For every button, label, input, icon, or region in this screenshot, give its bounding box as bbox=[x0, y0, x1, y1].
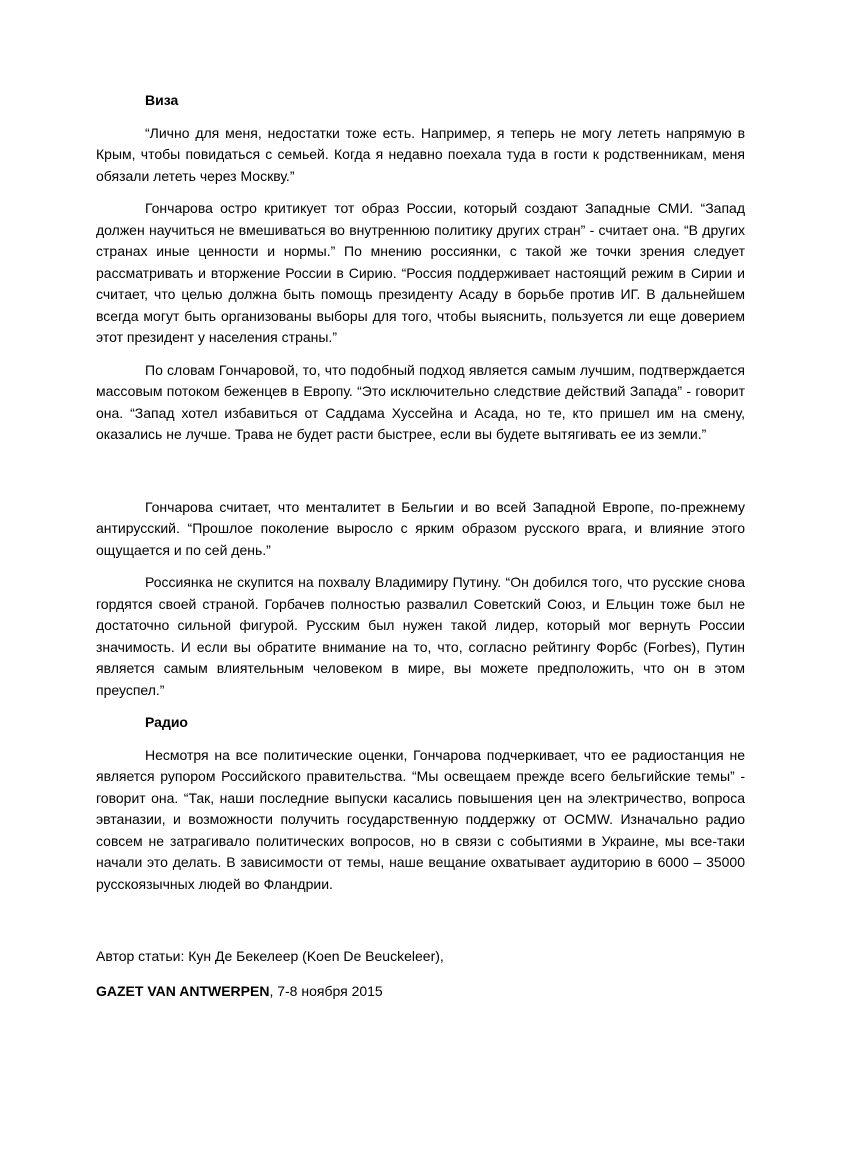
paragraph-visa-2: Гончарова остро критикует тот образ России, который создают Западные СМИ. “Запад должен научиться не вмешиваться во внутреннюю политику других стран” - считает она. “В других странах иные ценности и нормы.” По мнению россиянки, с такой же точки зрения следует рассматривать и вторжение России в Сирию. “Россия поддерживает настоящий режим в Сирии и считает, что целью должна быть помощь президенту Асаду в борьбе против ИГ. В дальнейшем всегда могут быть организованы выборы для того, чтобы выяснить, пользуется ли еще доверием этот президент у населения страны.” bbox=[96, 200, 745, 345]
source-date: , 7-8 ноября 2015 bbox=[269, 982, 383, 999]
paragraph-putin: Россиянка не скупится на похвалу Владимиру Путину. “Он добился того, что русские снова гордятся своей страной. Горбачев полностью развалил Советский Союз, и Ельцин тоже был не достаточно сильной фигурой. Русским был нужен такой лидер, который мог вернуть России значимость. И если вы обратите внимание на то, что, согласно рейтингу Форбс (Forbes), Путин является самым влиятельным человеком в мире, вы можете предположить, что он в этом преуспел.” bbox=[96, 574, 745, 698]
paragraph-visa-1: “Лично для меня, недостатки тоже есть. Например, я теперь не могу лететь напрямую в Крым, чтобы повидаться с семьей. Когда я недавно поехала туда в гости к родственникам, меня обязали лететь через Москву.” bbox=[96, 124, 745, 184]
section-heading-radio: Радио bbox=[145, 714, 188, 730]
paragraph-radio: Несмотря на все политические оценки, Гончарова подчеркивает, что ее радиостанция не является рупором Российского правительства. “Мы освещаем прежде всего бельгийские темы” - говорит она. “Так, наши последние выпуски касались повышения цен на электричество, вопроса эвтаназии, и возможности получить государственную поддержку от OCMW. Изначально радио совсем не затрагивало политических вопросов, но в связи с событиями в Украине, мы все-таки начали это делать. В зависимости от темы, наше вещание охватывает аудиторию в 6000 – 35000 русскоязычных людей во Фландрии. bbox=[96, 746, 745, 892]
paragraph-mentality: Гончарова считает, что менталитет в Бельгии и во всей Западной Европе, по-прежнему антирусский. “Прошлое поколение выросло с ярким образом русского врага, и влияние этого ощущается и по сей день.” bbox=[96, 498, 745, 558]
section-gap bbox=[96, 457, 745, 497]
source-name: GAZET VAN ANTWERPEN bbox=[96, 982, 270, 999]
footer-gap bbox=[96, 906, 745, 946]
section-heading-visa: Виза bbox=[145, 92, 179, 108]
paragraph-visa-3: По словам Гончаровой, то, что подобный подход является самым лучшим, подтверждается массовым потоком беженцев в Европу. “Это исключительно следствие действий Запада” - говорит она. “Запад хотел избавиться от Саддама Хуссейна и Асада, но те, кто пришел им на смену, оказались не лучше. Трава не будет расти быстрее, если вы будете вытягивать ее из земли.” bbox=[96, 361, 745, 442]
source-line bbox=[96, 981, 745, 1003]
author-line: Автор статьи: Кун Де Бекелеер (Koen De Beuckeleer), bbox=[96, 948, 444, 964]
